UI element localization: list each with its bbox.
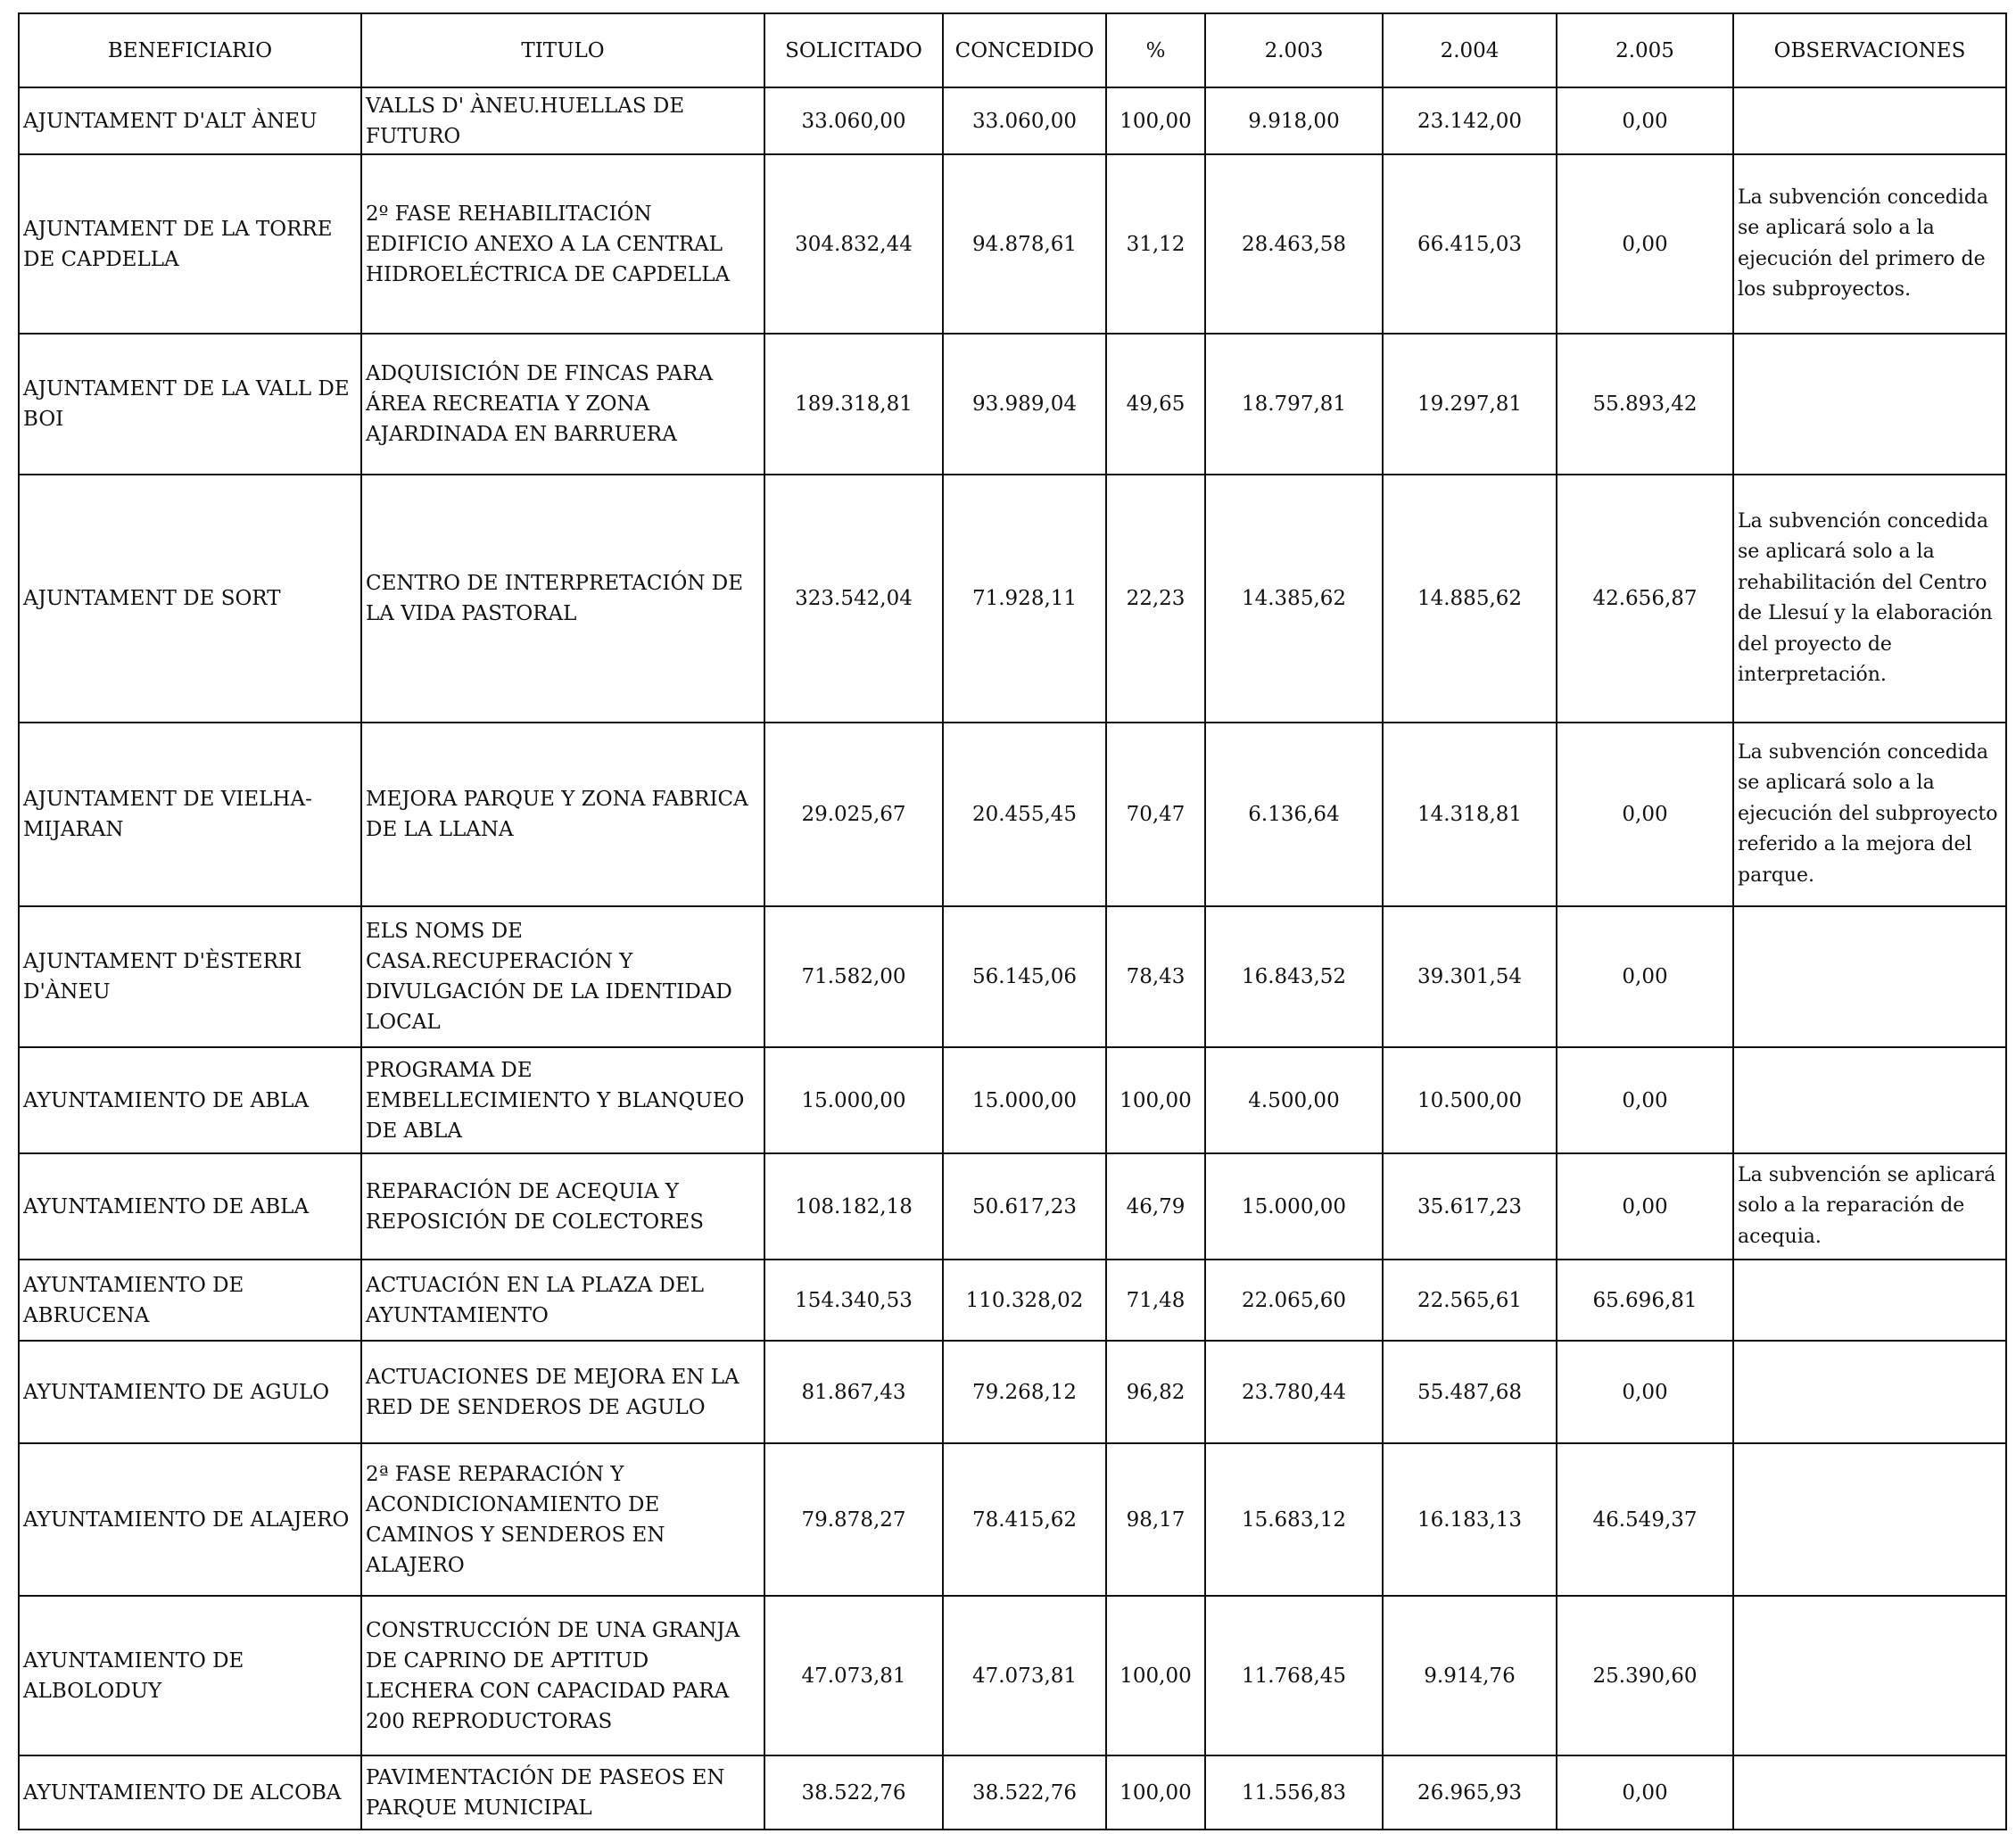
cell-concedido: 50.617,23 — [943, 1153, 1106, 1260]
header-2003: 2.003 — [1205, 13, 1383, 87]
table-row — [19, 1443, 2006, 1596]
cell-y2003: 14.385,62 — [1205, 475, 1383, 723]
cell-y2004: 14.318,81 — [1383, 723, 1557, 906]
cell-observaciones — [1733, 1047, 2006, 1153]
cell-beneficiario: AJUNTAMENT D'ALT ÀNEU — [19, 87, 361, 154]
table-row — [19, 1755, 2006, 1830]
cell-titulo: ADQUISICIÓN DE FINCAS PARA ÁREA RECREATIA Y ZONA AJARDINADA EN BARRUERA — [361, 334, 764, 475]
cell-y2005: 0,00 — [1557, 154, 1733, 334]
cell-y2004: 16.183,13 — [1383, 1443, 1557, 1596]
cell-observaciones — [1733, 334, 2006, 475]
cell-y2004: 22.565,61 — [1383, 1260, 1557, 1341]
table-row — [19, 723, 2006, 906]
cell-solicitado: 108.182,18 — [764, 1153, 943, 1260]
cell-solicitado: 38.522,76 — [764, 1755, 943, 1830]
cell-concedido: 110.328,02 — [943, 1260, 1106, 1341]
header-concedido: CONCEDIDO — [943, 13, 1106, 87]
cell-titulo: MEJORA PARQUE Y ZONA FABRICA DE LA LLANA — [361, 723, 764, 906]
cell-titulo: 2º FASE REHABILITACIÓN EDIFICIO ANEXO A LA CENTRAL HIDROELÉCTRICA DE CAPDELLA — [361, 154, 764, 334]
cell-y2005: 0,00 — [1557, 906, 1733, 1047]
cell-titulo: VALLS D' ÀNEU.HUELLAS DE FUTURO — [361, 87, 764, 154]
grants-table — [18, 12, 2007, 1830]
table-row — [19, 1153, 2006, 1260]
header-beneficiario: BENEFICIARIO — [19, 13, 361, 87]
cell-y2005: 25.390,60 — [1557, 1596, 1733, 1755]
cell-beneficiario: AYUNTAMIENTO DE ABLA — [19, 1047, 361, 1153]
table-row — [19, 154, 2006, 334]
cell-titulo: ACTUACIÓN EN LA PLAZA DEL AYUNTAMIENTO — [361, 1260, 764, 1341]
cell-y2004: 55.487,68 — [1383, 1341, 1557, 1443]
cell-beneficiario: AJUNTAMENT D'ÈSTERRI D'ÀNEU — [19, 906, 361, 1047]
cell-beneficiario: AYUNTAMIENTO DE ABLA — [19, 1153, 361, 1260]
cell-beneficiario: AYUNTAMIENTO DE ALBOLODUY — [19, 1596, 361, 1755]
cell-y2004: 19.297,81 — [1383, 334, 1557, 475]
table-row — [19, 1047, 2006, 1153]
cell-solicitado: 304.832,44 — [764, 154, 943, 334]
cell-solicitado: 323.542,04 — [764, 475, 943, 723]
table-row — [19, 1596, 2006, 1755]
cell-pct: 49,65 — [1106, 334, 1205, 475]
cell-titulo: 2ª FASE REPARACIÓN Y ACONDICIONAMIENTO DE CAMINOS Y SENDEROS EN ALAJERO — [361, 1443, 764, 1596]
cell-concedido: 78.415,62 — [943, 1443, 1106, 1596]
cell-observaciones — [1733, 1755, 2006, 1830]
cell-y2005: 0,00 — [1557, 1047, 1733, 1153]
cell-titulo: PAVIMENTACIÓN DE PASEOS EN PARQUE MUNICIPAL — [361, 1755, 764, 1830]
cell-y2004: 9.914,76 — [1383, 1596, 1557, 1755]
cell-pct: 71,48 — [1106, 1260, 1205, 1341]
cell-observaciones — [1733, 906, 2006, 1047]
cell-y2004: 23.142,00 — [1383, 87, 1557, 154]
cell-y2004: 10.500,00 — [1383, 1047, 1557, 1153]
cell-pct: 100,00 — [1106, 1596, 1205, 1755]
header-solicitado: SOLICITADO — [764, 13, 943, 87]
cell-concedido: 94.878,61 — [943, 154, 1106, 334]
cell-y2004: 66.415,03 — [1383, 154, 1557, 334]
cell-solicitado: 71.582,00 — [764, 906, 943, 1047]
cell-titulo: PROGRAMA DE EMBELLECIMIENTO Y BLANQUEO DE ABLA — [361, 1047, 764, 1153]
header-2005: 2.005 — [1557, 13, 1733, 87]
cell-observaciones — [1733, 1260, 2006, 1341]
cell-solicitado: 29.025,67 — [764, 723, 943, 906]
cell-solicitado: 154.340,53 — [764, 1260, 943, 1341]
cell-concedido: 47.073,81 — [943, 1596, 1106, 1755]
cell-y2005: 0,00 — [1557, 723, 1733, 906]
header-titulo: TITULO — [361, 13, 764, 87]
cell-y2003: 6.136,64 — [1205, 723, 1383, 906]
cell-titulo: REPARACIÓN DE ACEQUIA Y REPOSICIÓN DE COLECTORES — [361, 1153, 764, 1260]
cell-beneficiario: AYUNTAMIENTO DE AGULO — [19, 1341, 361, 1443]
cell-concedido: 15.000,00 — [943, 1047, 1106, 1153]
cell-y2003: 11.556,83 — [1205, 1755, 1383, 1830]
cell-y2004: 39.301,54 — [1383, 906, 1557, 1047]
cell-y2005: 0,00 — [1557, 1755, 1733, 1830]
cell-pct: 96,82 — [1106, 1341, 1205, 1443]
cell-pct: 100,00 — [1106, 1047, 1205, 1153]
cell-concedido: 20.455,45 — [943, 723, 1106, 906]
cell-solicitado: 189.318,81 — [764, 334, 943, 475]
table-row — [19, 475, 2006, 723]
header-observaciones: OBSERVACIONES — [1733, 13, 2006, 87]
cell-y2005: 42.656,87 — [1557, 475, 1733, 723]
table-row — [19, 334, 2006, 475]
cell-observaciones: La subvención concedida se aplicará solo a la rehabilitación del Centro de Llesuí y la elaboración del proyecto de interpretación. — [1733, 475, 2006, 723]
cell-pct: 100,00 — [1106, 1755, 1205, 1830]
cell-observaciones: La subvención concedida se aplicará solo a la ejecución del primero de los subproyectos. — [1733, 154, 2006, 334]
cell-concedido: 71.928,11 — [943, 475, 1106, 723]
cell-beneficiario: AJUNTAMENT DE LA VALL DE BOI — [19, 334, 361, 475]
cell-pct: 46,79 — [1106, 1153, 1205, 1260]
cell-y2003: 15.000,00 — [1205, 1153, 1383, 1260]
cell-y2004: 14.885,62 — [1383, 475, 1557, 723]
cell-concedido: 93.989,04 — [943, 334, 1106, 475]
cell-titulo: CONSTRUCCIÓN DE UNA GRANJA DE CAPRINO DE APTITUD LECHERA CON CAPACIDAD PARA 200 REPRODUCTORAS — [361, 1596, 764, 1755]
cell-solicitado: 79.878,27 — [764, 1443, 943, 1596]
cell-y2005: 0,00 — [1557, 1341, 1733, 1443]
cell-pct: 31,12 — [1106, 154, 1205, 334]
header-percent: % — [1106, 13, 1205, 87]
cell-observaciones: La subvención se aplicará solo a la reparación de acequia. — [1733, 1153, 2006, 1260]
cell-beneficiario: AJUNTAMENT DE LA TORRE DE CAPDELLA — [19, 154, 361, 334]
cell-y2005: 46.549,37 — [1557, 1443, 1733, 1596]
cell-pct: 98,17 — [1106, 1443, 1205, 1596]
cell-beneficiario: AJUNTAMENT DE VIELHA-MIJARAN — [19, 723, 361, 906]
cell-beneficiario: AJUNTAMENT DE SORT — [19, 475, 361, 723]
cell-titulo: CENTRO DE INTERPRETACIÓN DE LA VIDA PASTORAL — [361, 475, 764, 723]
cell-y2003: 11.768,45 — [1205, 1596, 1383, 1755]
cell-beneficiario: AYUNTAMIENTO DE ALCOBA — [19, 1755, 361, 1830]
cell-titulo: ELS NOMS DE CASA.RECUPERACIÓN Y DIVULGACIÓN DE LA IDENTIDAD LOCAL — [361, 906, 764, 1047]
cell-concedido: 33.060,00 — [943, 87, 1106, 154]
cell-pct: 70,47 — [1106, 723, 1205, 906]
cell-pct: 22,23 — [1106, 475, 1205, 723]
header-row — [19, 13, 2006, 87]
table-row — [19, 1341, 2006, 1443]
cell-y2003: 28.463,58 — [1205, 154, 1383, 334]
cell-y2004: 26.965,93 — [1383, 1755, 1557, 1830]
cell-y2003: 15.683,12 — [1205, 1443, 1383, 1596]
cell-pct: 78,43 — [1106, 906, 1205, 1047]
cell-titulo: ACTUACIONES DE MEJORA EN LA RED DE SENDEROS DE AGULO — [361, 1341, 764, 1443]
cell-beneficiario: AYUNTAMIENTO DE ALAJERO — [19, 1443, 361, 1596]
header-2004: 2.004 — [1383, 13, 1557, 87]
cell-observaciones — [1733, 1443, 2006, 1596]
cell-solicitado: 33.060,00 — [764, 87, 943, 154]
cell-solicitado: 47.073,81 — [764, 1596, 943, 1755]
cell-observaciones — [1733, 87, 2006, 154]
cell-y2005: 0,00 — [1557, 1153, 1733, 1260]
table-row — [19, 906, 2006, 1047]
cell-pct: 100,00 — [1106, 87, 1205, 154]
cell-y2003: 23.780,44 — [1205, 1341, 1383, 1443]
table-row — [19, 1260, 2006, 1341]
cell-concedido: 56.145,06 — [943, 906, 1106, 1047]
cell-concedido: 79.268,12 — [943, 1341, 1106, 1443]
cell-observaciones: La subvención concedida se aplicará solo a la ejecución del subproyecto referido a la mejora del parque. — [1733, 723, 2006, 906]
cell-y2003: 18.797,81 — [1205, 334, 1383, 475]
cell-y2003: 4.500,00 — [1205, 1047, 1383, 1153]
cell-y2005: 65.696,81 — [1557, 1260, 1733, 1341]
cell-y2005: 0,00 — [1557, 87, 1733, 154]
cell-solicitado: 15.000,00 — [764, 1047, 943, 1153]
cell-solicitado: 81.867,43 — [764, 1341, 943, 1443]
cell-y2003: 9.918,00 — [1205, 87, 1383, 154]
cell-observaciones — [1733, 1596, 2006, 1755]
cell-beneficiario: AYUNTAMIENTO DE ABRUCENA — [19, 1260, 361, 1341]
table-row — [19, 87, 2006, 154]
cell-y2003: 22.065,60 — [1205, 1260, 1383, 1341]
cell-concedido: 38.522,76 — [943, 1755, 1106, 1830]
cell-y2004: 35.617,23 — [1383, 1153, 1557, 1260]
cell-y2005: 55.893,42 — [1557, 334, 1733, 475]
cell-y2003: 16.843,52 — [1205, 906, 1383, 1047]
cell-observaciones — [1733, 1341, 2006, 1443]
